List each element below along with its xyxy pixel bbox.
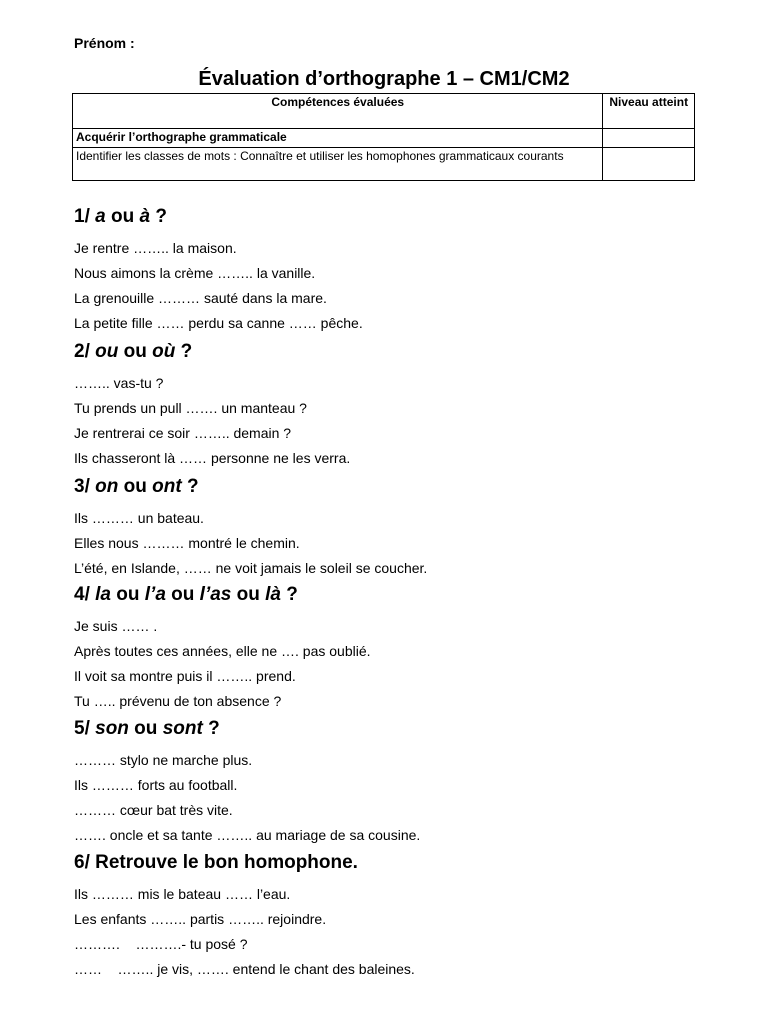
section-title-part: ont: [152, 476, 182, 497]
section-lines: [74, 240, 714, 331]
section-title-part: la: [95, 584, 111, 605]
exercise-line: La petite fille …… perdu sa canne …… pêche.: [74, 315, 363, 331]
section-title-part: ou: [118, 476, 153, 497]
exercise-line: Il voit sa montre puis il …….. prend.: [74, 668, 296, 684]
section-title-part: l’as: [199, 584, 232, 605]
section-title-part: où: [152, 341, 176, 362]
exercise-section-1: [74, 206, 714, 331]
exercise-line: Après toutes ces années, elle ne …. pas oublié.: [74, 643, 371, 659]
exercise-line: Je rentre …….. la maison.: [74, 240, 237, 256]
exercise-line: ……. oncle et sa tante …….. au mariage de sa cousine.: [74, 827, 421, 843]
exercise-line: Tu prends un pull ……. un manteau ?: [74, 400, 307, 416]
section-lines: [74, 618, 714, 709]
section-number: 3/: [74, 476, 96, 497]
section-title-part: là: [265, 584, 282, 605]
section-title-part: Retrouve le bon homophone.: [95, 852, 358, 873]
section-title-part: ou: [105, 206, 140, 227]
exercise-line: Nous aimons la crème …….. la vanille.: [74, 265, 316, 281]
section-title-part: sont: [162, 718, 203, 739]
exercise-line: L’été, en Islande, …… ne voit jamais le soleil se coucher.: [74, 560, 428, 576]
section-number: 5/: [74, 718, 96, 739]
exercise-line: …… …….. je vis, ……. entend le chant des baleines.: [74, 961, 415, 977]
section-title: [74, 718, 714, 740]
competence-item: Identifier les classes de mots : Connaître et utiliser les homophones grammaticaux courants: [73, 148, 603, 181]
section-lines: [74, 886, 714, 977]
section-title-part: a: [95, 206, 106, 227]
section-title-part: ou: [231, 584, 266, 605]
exercise-section-5: [74, 718, 714, 843]
competences-table: [72, 93, 695, 181]
exercise-line: ……… cœur bat très vite.: [74, 802, 233, 818]
exercise-line: Ils ……… forts au football.: [74, 777, 238, 793]
section-title-part: ou: [165, 584, 200, 605]
section-title-part: ?: [181, 476, 199, 497]
section-title: [74, 852, 714, 874]
exercise-line: …….. vas-tu ?: [74, 375, 164, 391]
niveau-cell-empty: [603, 148, 695, 181]
exercise-section-6: [74, 852, 714, 977]
section-title-part: ?: [202, 718, 220, 739]
exercise-line: Elles nous ……… montré le chemin.: [74, 535, 300, 551]
section-title-part: ?: [175, 341, 193, 362]
exercise-line: La grenouille ……… sauté dans la mare.: [74, 290, 327, 306]
exercise-line: Je rentrerai ce soir …….. demain ?: [74, 425, 292, 441]
exercise-section-3: [74, 476, 714, 576]
section-title-part: ou: [95, 341, 119, 362]
section-title-part: ou: [128, 718, 163, 739]
exercise-line: ………. ……….- tu posé ?: [74, 936, 248, 952]
section-number: 4/: [74, 584, 96, 605]
section-title-part: ?: [281, 584, 298, 605]
section-lines: [74, 375, 714, 466]
niveau-header: Niveau atteint: [603, 94, 695, 129]
section-lines: [74, 752, 714, 843]
table-row: [73, 148, 695, 181]
prenom-label: Prénom :: [74, 35, 135, 51]
table-header-row: [73, 94, 695, 129]
competences-header: Compétences évaluées: [73, 94, 603, 129]
section-title-part: à: [139, 206, 151, 227]
exercise-line: ……… stylo ne marche plus.: [74, 752, 253, 768]
section-lines: [74, 510, 714, 576]
exercise-line: Je suis …… .: [74, 618, 158, 634]
exercise-line: Ils ……… un bateau.: [74, 510, 204, 526]
exercise-line: Ils ……… mis le bateau …… l’eau.: [74, 886, 291, 902]
page-title: Évaluation d’orthographe 1 – CM1/CM2: [198, 68, 570, 90]
section-title-part: ou: [110, 584, 145, 605]
section-title: [74, 341, 714, 363]
exercise-section-2: [74, 341, 714, 466]
section-title-part: on: [95, 476, 119, 497]
section-title-part: l’a: [144, 584, 166, 605]
section-title: [74, 206, 714, 228]
table-subheading-row: [73, 129, 695, 148]
section-number: 2/: [74, 341, 96, 362]
section-number: 6/: [74, 852, 96, 873]
section-number: 1/: [74, 206, 96, 227]
niveau-cell-empty: [603, 129, 695, 148]
exercise-line: Les enfants …….. partis …….. rejoindre.: [74, 911, 327, 927]
section-title: [74, 584, 714, 606]
exercise-line: Ils chasseront là …… personne ne les verra.: [74, 450, 351, 466]
section-title-part: son: [95, 718, 129, 739]
section-title: [74, 476, 714, 498]
exercise-line: Tu ….. prévenu de ton absence ?: [74, 693, 282, 709]
section-title-part: ou: [118, 341, 153, 362]
section-title-part: ?: [150, 206, 167, 227]
exercise-section-4: [74, 584, 714, 709]
competences-subheading: Acquérir l’orthographe grammaticale: [73, 129, 603, 148]
